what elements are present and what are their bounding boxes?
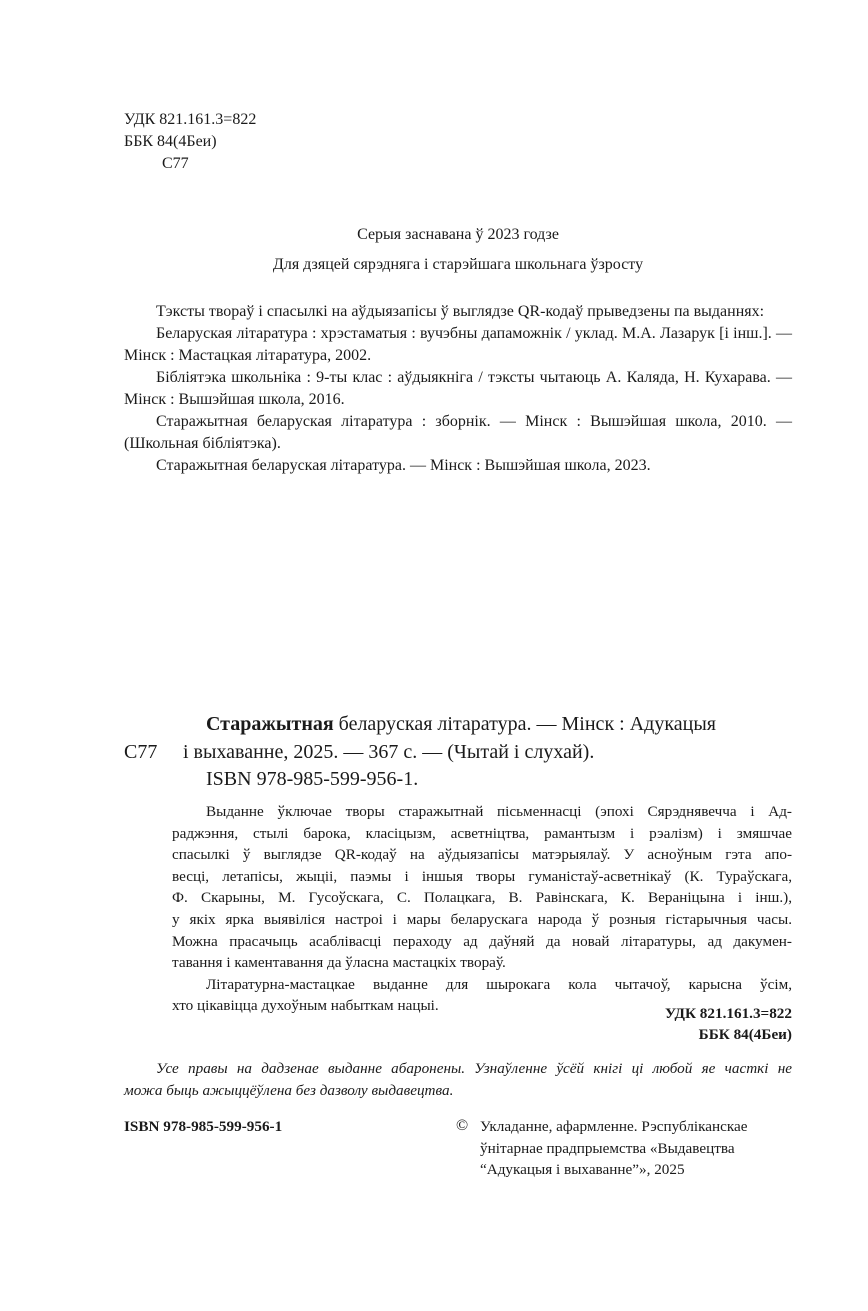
annotation-line: Выданне ўключае творы старажытнай пісьменнасці (эпохі Сярэднявечча і Ад-: [206, 803, 792, 820]
annotation-line: хто цікавіцца духоўным набыткам нацыі.: [172, 997, 439, 1015]
sources-block: [124, 301, 792, 477]
annotation-line: Ф. Скарыны, М. Гусоўскага, С. Полацкага, В. Равінскага, К. Вераніцына і інш.),: [172, 889, 792, 907]
bottom-udk: УДК 821.161.3=822: [664, 1005, 792, 1022]
copyright-block: [480, 1116, 800, 1181]
source-item: Беларуская літаратура : хрэстаматыя : вучэбны дапаможнік / уклад. М.А. Лазарук [і інш.]. — Мінск : Мастацкая літаратура, 2002.: [124, 325, 792, 364]
annotation-line: весці, летапісы, жыціі, паэмы і іншыя творы гуманістаў-асветнікаў (К. Тураўскага,: [172, 867, 792, 885]
rights-line-2: можа быць ажыццёўлена без дазволу выдавецтва.: [124, 1081, 454, 1099]
annotation: [172, 801, 792, 1017]
annotation-line: Літаратурна-мастацкае выданне для шырокага кола чытачоў, карысна ўсім,: [206, 975, 792, 993]
annotation-line: Можна прасачыць асаблівасці пераходу ад даўняй да новай літаратуры, ад дакумен-: [172, 932, 792, 950]
annotation-line: тавання і каментавання да ўласна мастацкіх твораў.: [172, 954, 506, 972]
catalog-line-1: [206, 711, 716, 737]
udk-code: УДК 821.161.3=822: [124, 111, 257, 128]
source-item: Бібліятэка школьніка : 9-ты клас : аўдыякніга / тэксты чытаюць А. Каляда, Н. Кухарава. — Мінск : Вышэйшая школа, 2016.: [124, 369, 792, 408]
catalog-line-2: і выхаванне, 2025. — 367 с. — (Чытай і слухай).: [183, 741, 595, 763]
sources-intro: Тэксты твораў і спасылкі на аўдыязапісы ў выглядзе QR-кодаў прыведзены па выданнях:: [156, 303, 765, 320]
copyright-line: Укладанне, афармленне. Рэспубліканскае: [480, 1118, 748, 1135]
source-item: Старажытная беларуская літаратура. — Мінск : Вышэйшая школа, 2023.: [156, 457, 651, 474]
rights-notice: [124, 1058, 792, 1101]
copyright-line: “Адукацыя і выхаванне”», 2025: [480, 1161, 685, 1179]
catalog-line-1-rest: беларуская літаратура. — Мінск : Адукацыя: [333, 713, 716, 735]
series-age: Для дзяцей сярэдняга і старэйшага школьнага ўзросту: [272, 256, 644, 273]
catalog-title-bold: Старажытная: [206, 713, 334, 735]
copyright-line: ўнітарнае прадпрыемства «Выдавецтва: [480, 1139, 735, 1157]
annotation-line: спасылкі ў выглядзе QR-кодаў на аўдыязапісы матэрыялаў. У асноўным гэта апо-: [172, 846, 792, 864]
source-item: Старажытная беларуская літаратура : зборнік. — Мінск : Вышэйшая школа, 2010. — (Школьная бібліятэка).: [124, 413, 792, 452]
annotation-line: у якіх ярка выявіліся настроі і мары беларускага народа ў розныя гістарычныя часы.: [172, 910, 792, 928]
annotation-line: раджэння, стылі барока, класіцызм, асветніцтва, рамантызм і рэалізм) і змяшчае: [172, 824, 792, 842]
catalog-isbn: ISBN 978-985-599-956-1.: [206, 768, 419, 790]
series-founded: Серыя заснавана ў 2023 годзе: [357, 226, 559, 243]
bbk-code: ББК 84(4Беи): [124, 133, 217, 150]
catalog-code: С77: [124, 741, 158, 763]
footer-isbn: ISBN 978-985-599-956-1: [124, 1118, 283, 1135]
rights-line-1: Усе правы на дадзенае выданне абаронены. Узнаўленне ўсёй кнігі ці любой яе часткі не: [156, 1060, 792, 1077]
author-mark: С77: [162, 155, 189, 172]
copyright-symbol: ©: [456, 1117, 469, 1134]
bottom-bbk: ББК 84(4Беи): [698, 1026, 792, 1043]
